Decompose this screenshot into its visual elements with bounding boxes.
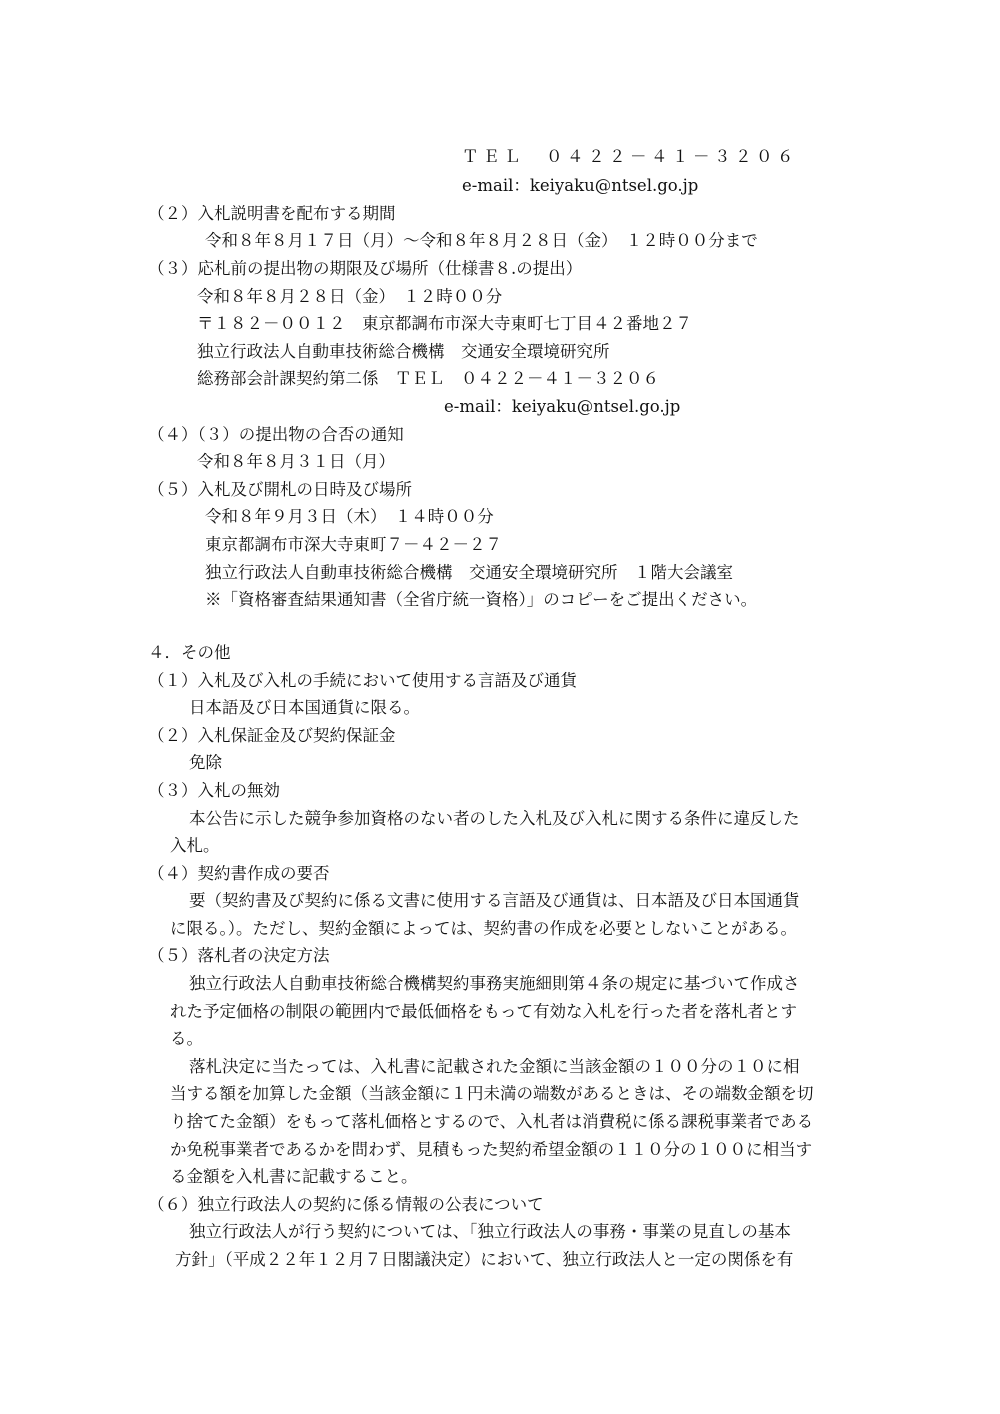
other-heading-3: （３）入札の無効 [148,781,280,800]
section-heading-4: （４）（３）の提出物の合否の通知 [148,425,404,444]
contact-email-2: e-mail：keiyaku@ntsel.go.jp [444,397,681,416]
other-heading-1: （１）入札及び入札の手続において使用する言語及び通貨 [148,671,577,690]
other-text-5-line-4: 落札決定に当たっては、入札書に記載された金額に当該金額の１００分の１０に相 [189,1057,800,1076]
other-text-4-line-2: に限る。）。ただし、契約金額によっては、契約書の作成を必要としないことがある。 [170,919,797,938]
other-text-5-line-6: り捨てた金額）をもって落札価格とするので、入札者は消費税に係る課税事業者である [170,1112,814,1131]
distribution-period: 令和８年８月１７日（月）～令和８年８月２８日（金） １２時００分まで [205,231,758,250]
other-text-2: 免除 [189,753,222,772]
other-text-3-line-1: 本公告に示した競争参加資格のない者のした入札及び入札に関する条件に違反した [189,809,800,828]
other-heading-2: （２）入札保証金及び契約保証金 [148,726,396,745]
other-text-5-line-8: る金額を入札書に記載すること。 [170,1167,418,1186]
section-heading-3: （３）応札前の提出物の期限及び場所（仕様書８.の提出） [148,259,583,278]
other-text-4-line-1: 要（契約書及び契約に係る文書に使用する言語及び通貨は、日本語及び日本国通貨 [189,891,800,910]
other-text-5-line-1: 独立行政法人自動車技術総合機構契約事務実施細則第４条の規定に基づいて作成さ [189,974,800,993]
contact-tel-2: 総務部会計課契約第二係 ＴＥＬ ０４２２－４１－３２０６ [197,369,659,388]
opening-address: 東京都調布市深大寺東町７－４２－２７ [205,535,502,554]
chapter-heading-other: ４．その他 [148,643,231,662]
other-heading-5: （５）落札者の決定方法 [148,946,330,965]
contact-email-1: e-mail：keiyaku@ntsel.go.jp [462,176,699,195]
notification-date: 令和８年８月３１日（月） [197,452,395,471]
contact-tel-1: ＴＥＬ ０４２２－４１－３２０６ [462,147,798,166]
opening-venue: 独立行政法人自動車技術総合機構 交通安全環境研究所 １階大会議室 [205,563,733,582]
other-text-3-line-2: 入札。 [170,836,220,855]
section-heading-5: （５）入札及び開札の日時及び場所 [148,480,412,499]
other-text-6-line-1: 独立行政法人が行う契約については、「独立行政法人の事務・事業の見直しの基本 [189,1222,791,1241]
other-heading-6: （６）独立行政法人の契約に係る情報の公表について [148,1195,544,1214]
opening-datetime: 令和８年９月３日（木） １４時００分 [205,507,494,526]
submission-deadline: 令和８年８月２８日（金） １２時００分 [197,287,503,306]
other-text-6-line-2: 方針」（平成２２年１２月７日閣議決定）において、独立行政法人と一定の関係を有 [175,1250,794,1269]
section-heading-2: （２）入札説明書を配布する期間 [148,204,396,223]
other-text-5-line-7: か免税事業者であるかを問わず、見積もった契約希望金額の１１０分の１００に相当す [170,1140,813,1159]
submission-address: 〒１８２－００１２ 東京都調布市深大寺東町七丁目４２番地２７ [197,314,692,333]
submission-organization: 独立行政法人自動車技術総合機構 交通安全環境研究所 [197,342,610,361]
other-text-5-line-5: 当する額を加算した金額（当該金額に１円未満の端数があるときは、その端数金額を切 [170,1084,814,1103]
qualification-note: ※「資格審査結果通知書（全省庁統一資格）」のコピーをご提出ください。 [205,590,758,609]
other-text-5-line-2: れた予定価格の制限の範囲内で最低価格をもって有効な入札を行った者を落札者とす [170,1002,797,1021]
other-text-5-line-3: る。 [170,1029,203,1048]
other-heading-4: （４）契約書作成の要否 [148,864,330,883]
other-text-1: 日本語及び日本国通貨に限る。 [189,698,420,717]
